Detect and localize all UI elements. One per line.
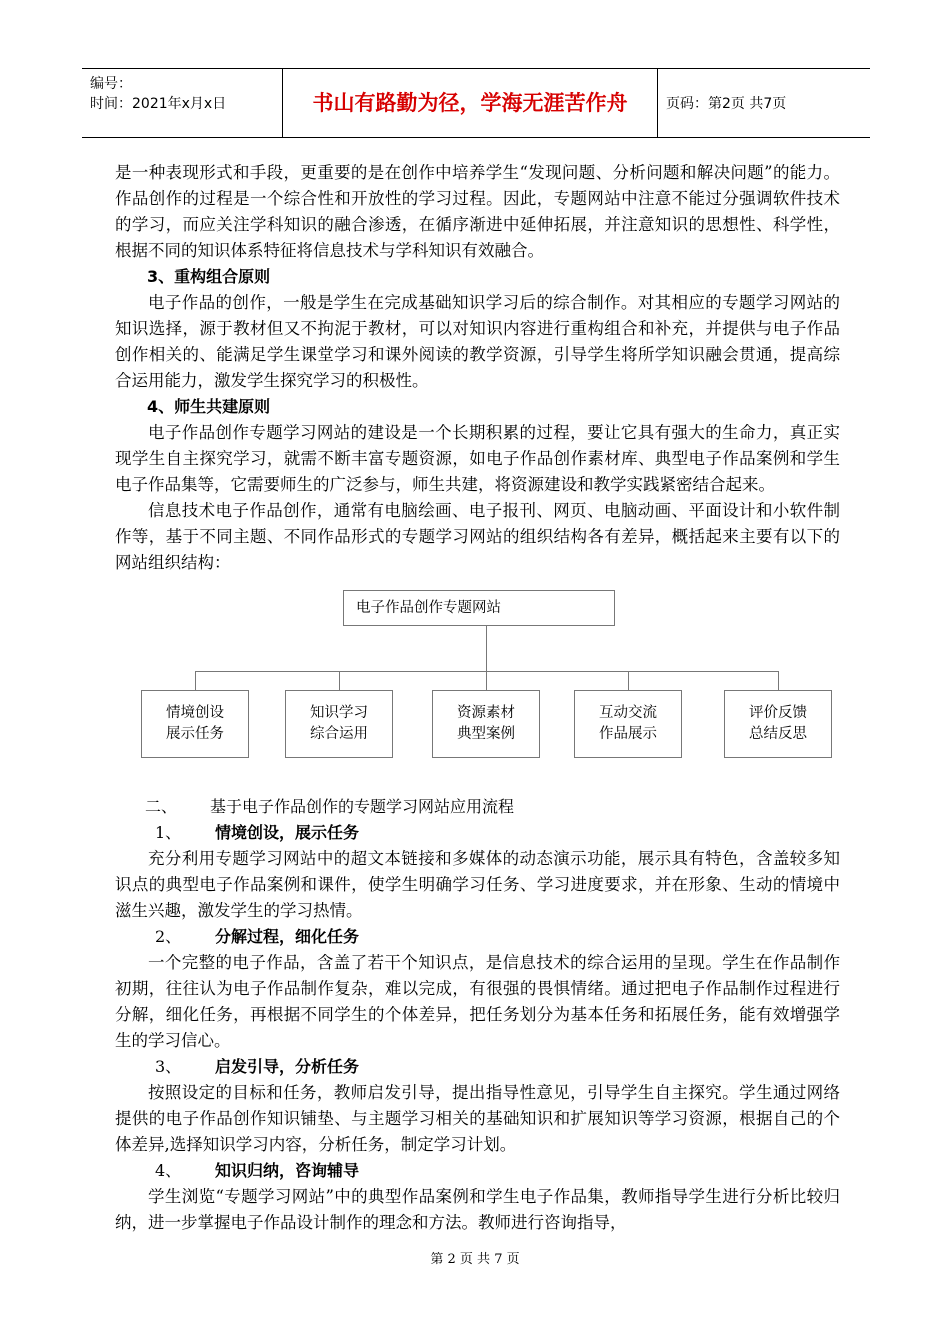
paragraph: 是一种表现形式和手段，更重要的是在创作中培养学生“发现问题、分析问题和解决问题”的能力。作品创作的过程是一个综合性和开放性的学习过程。因此，专题网站中注意不能过分强调软件技术的学习，而应关注学科知识的融合渗透，在循序渐进中延伸拓展，并注意知识的思想性、科学性，根据不同的知识体系特征将信息技术与学科知识有效融合。 [115, 163, 840, 260]
paragraph: 电子作品的创作，一般是学生在完成基础知识学习后的综合制作。对其相应的专题学习网站的知识选择，源于教材但又不拘泥于教材，可以对知识内容进行重构组合和补充，并提供与电子作品创作相关的、能满足学生课堂学习和课外阅读的教学资源，引导学生将所学知识融会贯通，提高综合运用能力，激发学生探究学习的积极性。 [115, 293, 840, 390]
org-child-node: 互动交流 作品展示 [574, 690, 682, 758]
header-page-label: 页码：第2页 共7页 [666, 96, 787, 112]
org-child-node: 资源素材 典型案例 [432, 690, 540, 758]
chapter-heading [115, 794, 840, 820]
org-child-node: 情境创设 展示任务 [141, 690, 249, 758]
document-time-label: 时间：2021年x月x日 [90, 96, 227, 112]
step-heading: 3、 启发引导，分析任务 [155, 1057, 360, 1076]
org-child-node: 评价反馈 总结反思 [724, 690, 832, 758]
org-root-node: 电子作品创作专题网站 [343, 590, 615, 626]
connector-line [778, 671, 779, 690]
connector-line [195, 671, 196, 690]
chapter-number: 二、 [145, 797, 178, 816]
step-heading: 4、 知识归纳，咨询辅导 [155, 1161, 360, 1180]
step-heading: 1、 情境创设，展示任务 [155, 823, 360, 842]
page-header [82, 68, 870, 138]
page-footer: 第 2 页 共 7 页 [430, 1252, 520, 1267]
paragraph: 按照设定的目标和任务，教师启发引导，提出指导性意见，引导学生自主探究。学生通过网络提供的电子作品创作知识铺垫、与主题学习相关的基础知识和扩展知识等学习资源，根据自己的个体差异,选择知识学习内容，分析任务，制定学习计划。 [115, 1083, 840, 1154]
org-child-node: 知识学习 综合运用 [285, 690, 393, 758]
header-meta [82, 69, 283, 137]
paragraph: 一个完整的电子作品，含盖了若干个知识点，是信息技术的综合运用的呈现。学生在作品制作初期，往往认为电子作品制作复杂，难以完成，有很强的畏惧情绪。通过把电子作品制作过程进行分解，细化任务，再根据不同学生的个体差异，把任务划分为基本任务和拓展任务，能有效增强学生的学习信心。 [115, 953, 840, 1050]
paragraph: 学生浏览“专题学习网站”中的典型作品案例和学生电子作品集，教师指导学生进行分析比较归纳，进一步掌握电子作品设计制作的理念和方法。教师进行咨询指导， [115, 1187, 840, 1232]
document-number-label: 编号： [90, 76, 132, 92]
section-heading: 3、重构组合原则 [147, 267, 271, 286]
section-heading: 4、师生共建原则 [147, 397, 271, 416]
document-body [115, 160, 840, 1236]
step-heading: 2、 分解过程，细化任务 [155, 927, 360, 946]
connector-line [486, 626, 487, 671]
site-structure-diagram [115, 580, 840, 794]
connector-line [628, 671, 629, 690]
paragraph: 电子作品创作专题学习网站的建设是一个长期积累的过程，要让它具有强大的生命力，真正实现学生自主探究学习，就需不断丰富专题资源，如电子作品创作素材库、典型电子作品案例和学生电子作品集等，它需要师生的广泛参与，师生共建，将资源建设和教学实践紧密结合起来。 [115, 423, 840, 494]
paragraph: 信息技术电子作品创作，通常有电脑绘画、电子报刊、网页、电脑动画、平面设计和小软件制作等，基于不同主题、不同作品形式的专题学习网站的组织结构各有差异，概括起来主要有以下的网站组织结构： [115, 501, 840, 572]
chapter-title: 基于电子作品创作的专题学习网站应用流程 [210, 797, 515, 816]
connector-line [486, 671, 487, 690]
connector-line [339, 671, 340, 690]
paragraph: 充分利用专题学习网站中的超文本链接和多媒体的动态演示功能，展示具有特色，含盖较多知识点的典型电子作品案例和课件，使学生明确学习任务、学习进度要求，并在形象、生动的情境中滋生兴趣，激发学生的学习热情。 [115, 849, 840, 920]
header-motto: 书山有路勤为径，学海无涯苦作舟 [283, 69, 658, 137]
